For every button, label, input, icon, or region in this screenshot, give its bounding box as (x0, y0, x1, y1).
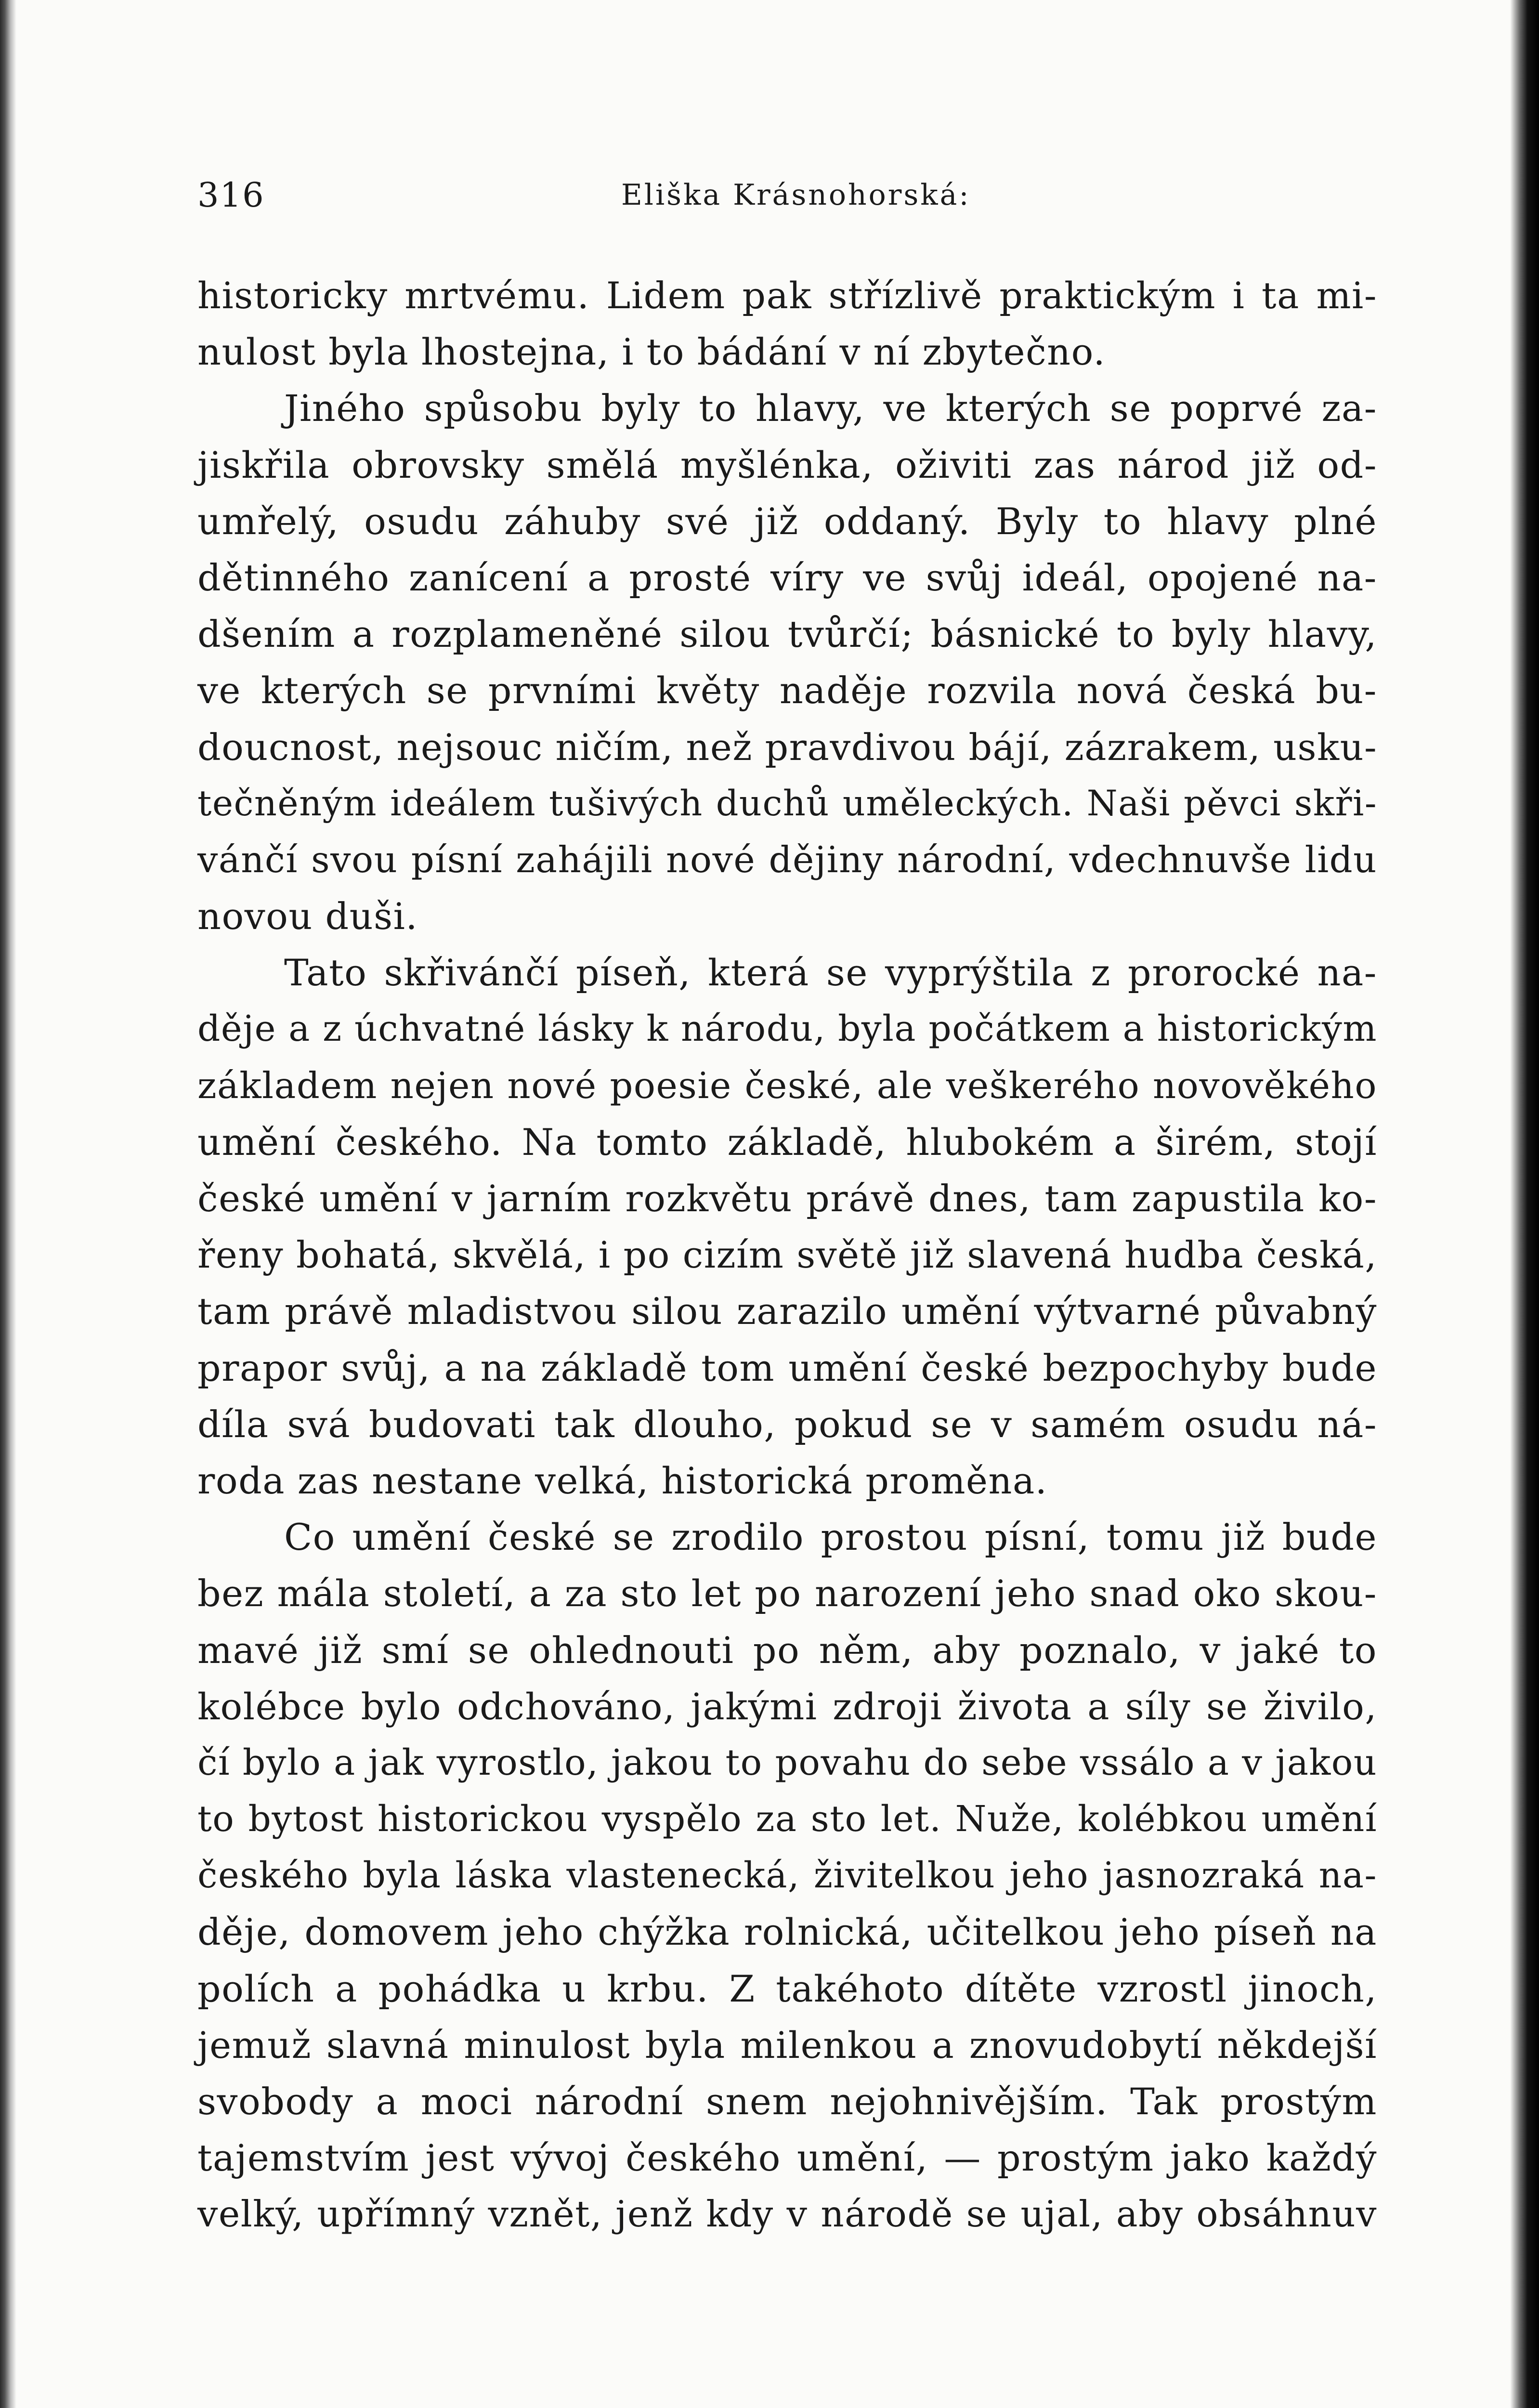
text-line: tam právě mladistvou silou zarazilo umění výtvarné půvabný (197, 1290, 1377, 1333)
text-line: roda zas nestane velká, historická proměna. (197, 1459, 1048, 1502)
text-line: děje, domovem jeho chýžka rolnická, učitelkou jeho píseň na (197, 1911, 1377, 1954)
text-line: českého byla láska vlastenecká, živitelkou jeho jasnozraká na- (197, 1855, 1377, 1897)
text-line: děje a z úchvatné lásky k národu, byla počátkem a historickým (197, 1008, 1377, 1050)
body-text (197, 267, 1377, 2243)
text-line: čí bylo a jak vyrostlo, jakou to povahu do sebe vssálo a v jakou (197, 1741, 1377, 1783)
text-line: umřelý, osudu záhuby své již oddaný. Byly to hlavy plné (197, 499, 1377, 543)
text-line: nulost byla lhostejna, i to bádání v ní zbytečno. (197, 330, 1106, 374)
text-line: kolébce bylo odchováno, jakými zdroji života a síly se živilo, (197, 1685, 1377, 1728)
text-line: české umění v jarním rozkvětu právě dnes, tam zapustila ko- (197, 1177, 1377, 1220)
text-line: historicky mrtvému. Lidem pak střízlivě praktickým i ta mi- (197, 274, 1377, 317)
text-line: mavé již smí se ohlednouti po něm, aby poznalo, v jaké to (197, 1628, 1377, 1672)
text-line: novou duši. (197, 895, 418, 938)
page-edge-right (1510, 0, 1539, 2408)
text-line: bez mála století, a za sto let po narození jeho snad oko skou- (197, 1572, 1377, 1615)
text-line: řeny bohatá, skvělá, i po cizím světě již slavená hudba česká, (197, 1233, 1377, 1277)
text-line: ve kterých se prvními květy naděje rozvila nová česká bu- (197, 669, 1377, 712)
page-edge-left (0, 0, 16, 2408)
text-line: tečněným ideálem tušivých duchů uměleckých. Naši pěvci skři- (197, 783, 1377, 824)
running-head: Eliška Krásnohorská: (621, 178, 971, 212)
text-line: to bytost historickou vyspělo za sto let. Nuže, kolébkou umění (197, 1798, 1377, 1840)
text-line: polích a pohádka u krbu. Z takéhoto dítěte vzrostl jinoch, (197, 1967, 1377, 2010)
text-line: dětinného zanícení a prosté víry ve svůj ideál, opojené na- (197, 556, 1377, 599)
text-line: umění českého. Na tomto základě, hlubokém a širém, stojí (197, 1120, 1377, 1164)
page-header (197, 169, 1377, 222)
paragraph-start-line: Co umění české se zrodilo prostou písní, tomu již bude (284, 1516, 1377, 1559)
text-line: doucnost, nejsouc ničím, než pravdivou bájí, zázrakem, usku- (197, 725, 1378, 769)
text-line: velký, upřímný vznět, jenž kdy v národě se ujal, aby obsáhnuv (197, 2193, 1377, 2236)
text-line: vánčí svou písní zahájili nové dějiny národní, vdechnuvše lidu (197, 838, 1377, 881)
text-line: díla svá budovati tak dlouho, pokud se v samém osudu ná- (197, 1402, 1377, 1446)
paragraph-start-line: Jiného spůsobu byly to hlavy, ve kterých se poprvé za- (284, 387, 1377, 430)
paragraph-start-line: Tato skřivánčí píseň, která se vyprýštila z prorocké na- (284, 951, 1377, 995)
text-line: prapor svůj, a na základě tom umění české bezpochyby bude (197, 1346, 1377, 1389)
text-line: svobody a moci národní snem nejohnivějším. Tak prostým (197, 2080, 1377, 2123)
page-number: 316 (197, 175, 265, 215)
text-line: tajemstvím jest vývoj českého umění, — prostým jako každý (197, 2136, 1377, 2180)
text-line: jiskřila obrovsky smělá myšlénka, oživiti zas národ již od- (197, 443, 1377, 486)
text-line: jemuž slavná minulost byla milenkou a znovudobytí někdejší (197, 2023, 1377, 2067)
text-line: základem nejen nové poesie české, ale veškerého novověkého (197, 1064, 1377, 1107)
text-line: dšením a rozplameněné silou tvůrčí; básnické to byly hlavy, (197, 613, 1377, 656)
